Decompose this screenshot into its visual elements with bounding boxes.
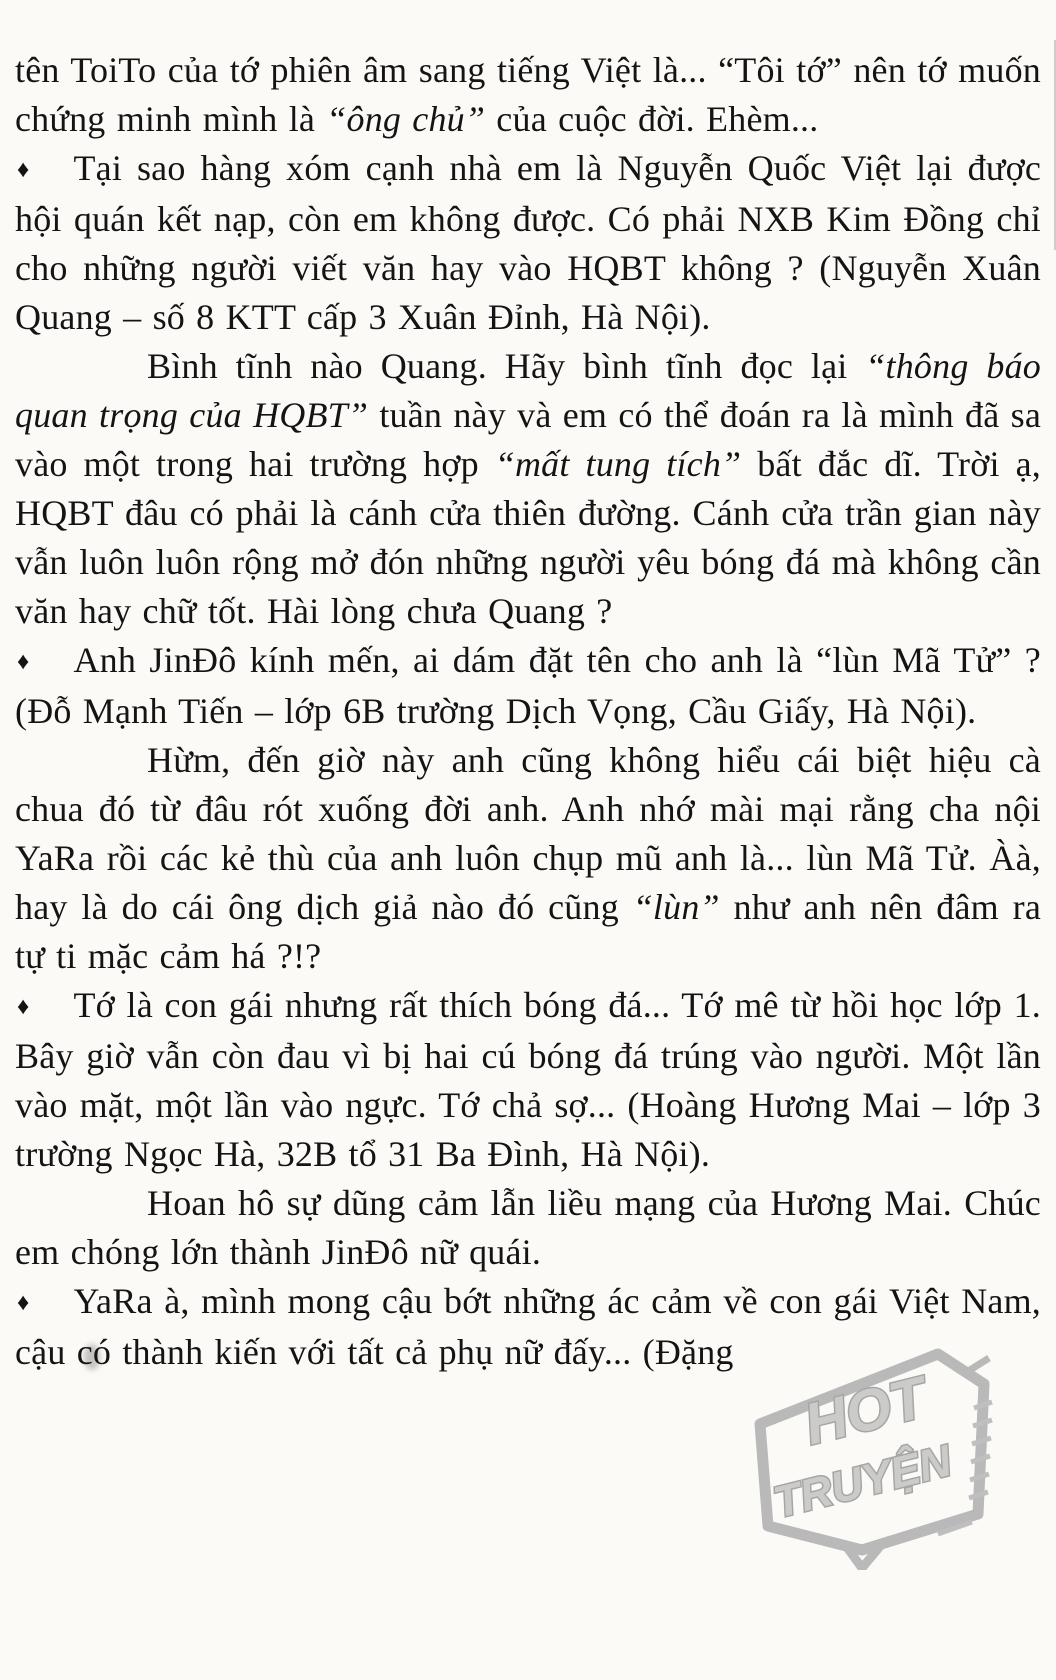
reply-paragraph	[15, 342, 1041, 636]
diamond-bullet-icon: ♦	[17, 157, 30, 183]
text-segment: Hoan hô sự dũng cảm lẫn liều mạng của Hương Mai. Chúc em chóng lớn thành JinĐô nữ quái.	[15, 1183, 1041, 1272]
italic-text-segment: “thông báo quan trọng của HQBT”	[15, 346, 1041, 435]
italic-text-segment: “ông chủ”	[326, 99, 486, 139]
text-segment: bất đắc dĩ. Trời ạ, HQBT đâu có phải là cánh cửa thiên đường. Cánh cửa trần gian này vẫn luôn luôn rộng mở đón những người yêu bóng đá mà không cần văn hay chữ tốt. Hài lòng chưa Quang ?	[15, 444, 1041, 631]
diamond-bullet-icon: ♦	[17, 1290, 30, 1316]
question-paragraph	[15, 1277, 1041, 1377]
continuation-paragraph	[15, 46, 1041, 144]
italic-text-segment: “mất tung tích”	[494, 444, 742, 484]
reply-paragraph	[15, 1179, 1041, 1277]
text-segment: YaRa à, mình mong cậu bớt những ác cảm về con gái Việt Nam, cậu có thành kiến với tất cả phụ nữ đấy... (Đặng	[15, 1281, 1041, 1372]
diamond-bullet-icon: ♦	[17, 649, 30, 675]
text-segment: Hừm, đến giờ này anh cũng không hiểu cái biệt hiệu cà chua đó từ đâu rót xuống đời anh. Anh nhớ mài mại rằng cha nội YaRa rồi các kẻ thù của anh luôn chụp mũ anh là... lùn Mã Tử. Àà, hay là do cái ông dịch giả nào đó cũng	[15, 740, 1041, 927]
question-paragraph	[15, 636, 1041, 736]
watermark-word-truyen: TRUYỆN	[768, 1436, 957, 1528]
text-segment: Tớ là con gái nhưng rất thích bóng đá... Tớ mê từ hồi học lớp 1. Bây giờ vẫn còn đau vì bị hai cú bóng đá trúng vào người. Một lần vào mặt, một lần vào ngực. Tớ chả sợ... (Hoàng Hương Mai – lớp 3 trường Ngọc Hà, 32B tổ 31 Ba Đình, Hà Nội).	[15, 985, 1041, 1174]
diamond-bullet-icon: ♦	[17, 994, 30, 1020]
question-paragraph	[15, 981, 1041, 1179]
text-segment: Bình tĩnh nào Quang. Hãy bình tĩnh đọc lại	[147, 346, 866, 386]
text-segment: Tại sao hàng xóm cạnh nhà em là Nguyễn Quốc Việt lại được hội quán kết nạp, còn em không được. Có phải NXB Kim Đồng chỉ cho những người viết văn hay vào HQBT không ? (Nguyễn Xuân Quang – số 8 KTT cấp 3 Xuân Đỉnh, Hà Nội).	[15, 148, 1041, 337]
watermark-word-hot: HOT	[798, 1364, 933, 1458]
text-segment: tuần này và em có thể đoán ra là mình đã sa vào một trong hai trường hợp	[15, 395, 1041, 484]
text-segment: Anh JinĐô kính mến, ai dám đặt tên cho anh là “lùn Mã Tử” ? (Đỗ Mạnh Tiến – lớp 6B trường Dịch Vọng, Cầu Giấy, Hà Nội).	[15, 640, 1041, 731]
italic-text-segment: “lùn”	[632, 887, 720, 927]
reply-paragraph	[15, 736, 1041, 981]
text-segment: tên ToiTo của tớ phiên âm sang tiếng Việt là... “Tôi tớ” nên tớ muốn chứng minh mình là	[15, 50, 1041, 139]
text-segment: như anh nên đâm ra tự ti mặc cảm há ?!?	[15, 887, 1041, 976]
text-segment: của cuộc đời. Ehèm...	[485, 99, 819, 139]
question-paragraph	[15, 144, 1041, 342]
